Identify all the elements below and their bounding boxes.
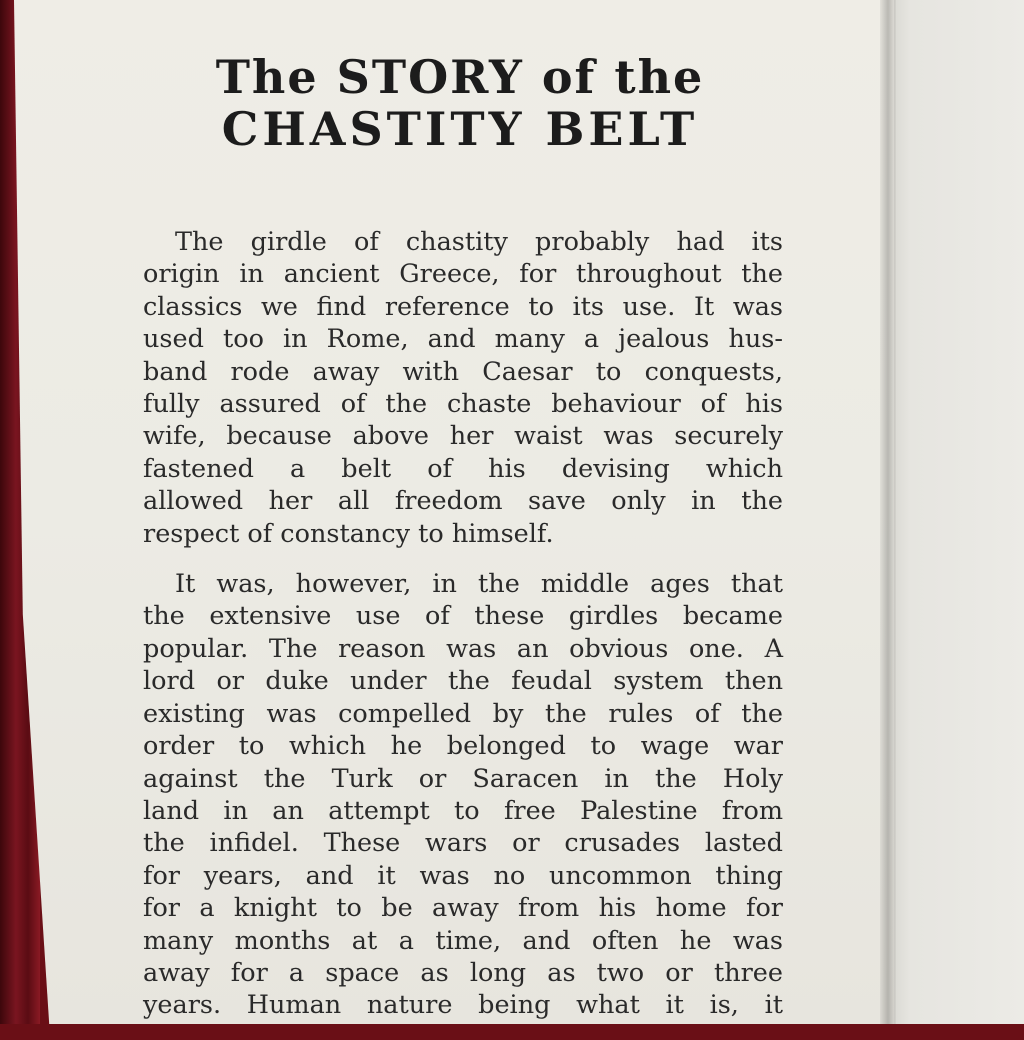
- text-line: It was, however, in the middle ages that: [175, 569, 783, 600]
- text-line: used too in Rome, and many a jealous hus-: [143, 324, 783, 355]
- page-title: [150, 52, 770, 155]
- text-line: away for a space as long as two or three: [143, 957, 783, 988]
- text-line: many months at a time, and often he was: [143, 925, 783, 956]
- text-line: land in an attempt to free Palestine from: [143, 795, 783, 826]
- text-line: wife, because above her waist was securely: [143, 421, 783, 452]
- adjacent-page: [890, 0, 1024, 1024]
- title-line-2: CHASTITY BELT: [221, 101, 699, 156]
- article-body: [143, 226, 783, 1040]
- text-line: origin in ancient Greece, for throughout the: [143, 259, 783, 290]
- paragraph-1: [143, 226, 783, 550]
- text-line: fastened a belt of his devising which: [143, 453, 783, 484]
- page-fold-shadow: [880, 0, 896, 1024]
- text-line: lord or duke under the feudal system then: [143, 666, 783, 697]
- text-line: for years, and it was no uncommon thing: [143, 860, 783, 891]
- text-line: against the Turk or Saracen in the Holy: [143, 763, 783, 794]
- text-line: the extensive use of these girdles became: [143, 601, 783, 632]
- text-line: for a knight to be away from his home for: [143, 893, 783, 924]
- text-line: band rode away with Caesar to conquests,: [143, 356, 783, 387]
- text-line: existing was compelled by the rules of the: [143, 698, 783, 729]
- text-line: order to which he belonged to wage war: [143, 731, 783, 762]
- paragraph-2: [143, 568, 783, 1022]
- text-line: the infidel. These wars or crusades lasted: [143, 828, 783, 859]
- text-line: popular. The reason was an obvious one. A: [143, 633, 783, 664]
- text-line: classics we find reference to its use. It was: [143, 291, 783, 322]
- text-line: The girdle of chastity probably had its: [175, 227, 783, 257]
- title-line-1: The STORY of the: [215, 50, 705, 104]
- text-line: respect of constancy to himself.: [143, 518, 554, 549]
- text-line: years. Human nature being what it is, it: [143, 990, 783, 1021]
- text-line: fully assured of the chaste behaviour of his: [143, 389, 783, 420]
- text-line: allowed her all freedom save only in the: [143, 486, 783, 517]
